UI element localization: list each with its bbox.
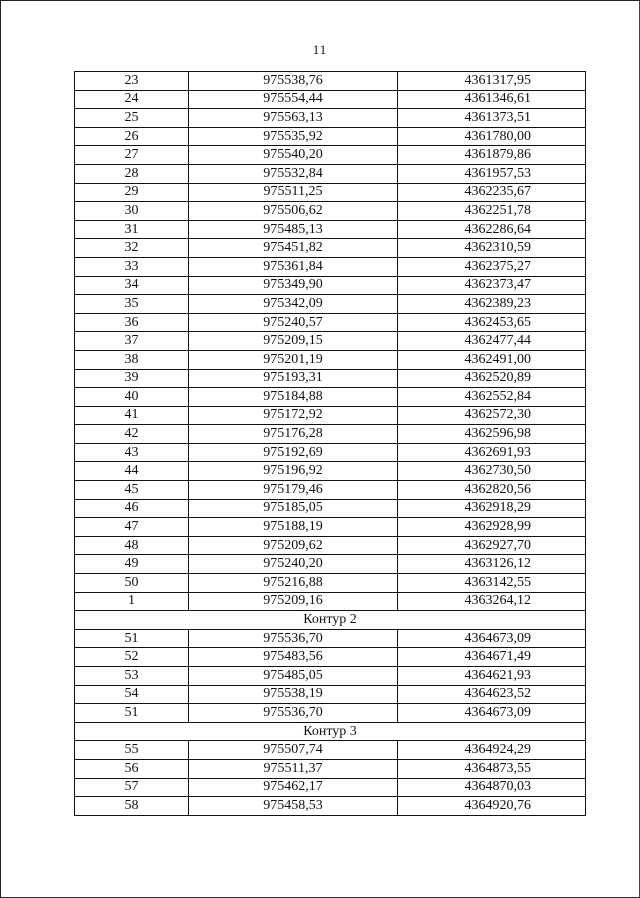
coordinate-x: 975185,05	[189, 499, 398, 518]
contour-2-rows	[75, 629, 586, 722]
coordinate-y: 4362477,44	[398, 332, 586, 351]
coordinate-x: 975361,84	[189, 257, 398, 276]
coordinate-y: 4362820,56	[398, 481, 586, 500]
coordinate-y: 4364623,52	[398, 685, 586, 704]
coordinate-x: 975554,44	[189, 90, 398, 109]
point-number: 28	[75, 164, 189, 183]
point-number: 23	[75, 72, 189, 91]
table-row	[75, 313, 586, 332]
point-number: 36	[75, 313, 189, 332]
point-number: 56	[75, 759, 189, 778]
table-row	[75, 685, 586, 704]
point-number: 40	[75, 388, 189, 407]
coordinate-x: 975538,76	[189, 72, 398, 91]
point-number: 42	[75, 425, 189, 444]
coordinate-y: 4363142,55	[398, 574, 586, 593]
point-number: 33	[75, 257, 189, 276]
coordinate-y: 4362235,67	[398, 183, 586, 202]
coordinate-x: 975216,88	[189, 574, 398, 593]
coordinate-x: 975179,46	[189, 481, 398, 500]
coordinate-x: 975188,19	[189, 518, 398, 537]
coordinate-x: 975458,53	[189, 797, 398, 816]
coordinates-table	[74, 71, 586, 816]
coordinate-y: 4362375,27	[398, 257, 586, 276]
table-row	[75, 72, 586, 91]
coordinate-y: 4362491,00	[398, 350, 586, 369]
coordinate-y: 4361957,53	[398, 164, 586, 183]
table-row	[75, 164, 586, 183]
coordinate-y: 4362552,84	[398, 388, 586, 407]
table-row	[75, 127, 586, 146]
table-row	[75, 425, 586, 444]
contour-1-rows	[75, 72, 586, 611]
coordinate-x: 975536,70	[189, 629, 398, 648]
table-row	[75, 555, 586, 574]
coordinate-x: 975240,57	[189, 313, 398, 332]
coordinate-y: 4362691,93	[398, 443, 586, 462]
coordinate-x: 975240,20	[189, 555, 398, 574]
table-row	[75, 778, 586, 797]
section-row	[75, 611, 586, 630]
point-number: 58	[75, 797, 189, 816]
point-number: 43	[75, 443, 189, 462]
coordinate-x: 975176,28	[189, 425, 398, 444]
coordinate-y: 4362373,47	[398, 276, 586, 295]
contour-3-header	[75, 722, 586, 741]
coordinate-x: 975536,70	[189, 704, 398, 723]
table-row	[75, 202, 586, 221]
table-row	[75, 536, 586, 555]
coordinate-x: 975563,13	[189, 109, 398, 128]
coordinate-x: 975196,92	[189, 462, 398, 481]
section-title-contour-3: Контур 3	[75, 722, 586, 741]
table-row	[75, 759, 586, 778]
point-number: 26	[75, 127, 189, 146]
coordinate-x: 975511,25	[189, 183, 398, 202]
coordinate-y: 4364671,49	[398, 648, 586, 667]
point-number: 41	[75, 406, 189, 425]
table-row	[75, 276, 586, 295]
table-row	[75, 574, 586, 593]
point-number: 47	[75, 518, 189, 537]
table-row	[75, 220, 586, 239]
coordinate-y: 4362251,78	[398, 202, 586, 221]
table-row	[75, 90, 586, 109]
point-number: 49	[75, 555, 189, 574]
coordinate-y: 4362310,59	[398, 239, 586, 258]
coordinate-x: 975538,19	[189, 685, 398, 704]
coordinate-y: 4362928,99	[398, 518, 586, 537]
table-row	[75, 146, 586, 165]
coordinate-y: 4362286,64	[398, 220, 586, 239]
table-row	[75, 704, 586, 723]
coordinate-x: 975201,19	[189, 350, 398, 369]
coordinate-x: 975532,84	[189, 164, 398, 183]
page-number: 11	[312, 42, 328, 57]
coordinate-x: 975209,16	[189, 592, 398, 611]
point-number: 57	[75, 778, 189, 797]
table-row	[75, 239, 586, 258]
table-row	[75, 350, 586, 369]
table-row	[75, 369, 586, 388]
coordinate-y: 4364924,29	[398, 741, 586, 760]
table-row	[75, 481, 586, 500]
table-row	[75, 667, 586, 686]
table-row	[75, 406, 586, 425]
contour-3-rows	[75, 741, 586, 815]
point-number: 38	[75, 350, 189, 369]
point-number: 27	[75, 146, 189, 165]
point-number: 31	[75, 220, 189, 239]
point-number: 45	[75, 481, 189, 500]
coordinate-y: 4364873,55	[398, 759, 586, 778]
point-number: 39	[75, 369, 189, 388]
section-row	[75, 722, 586, 741]
table-row	[75, 518, 586, 537]
point-number: 35	[75, 295, 189, 314]
point-number: 25	[75, 109, 189, 128]
coordinate-y: 4362596,98	[398, 425, 586, 444]
point-number: 52	[75, 648, 189, 667]
table-row	[75, 183, 586, 202]
point-number: 55	[75, 741, 189, 760]
coordinate-x: 975193,31	[189, 369, 398, 388]
coordinate-x: 975506,62	[189, 202, 398, 221]
point-number: 44	[75, 462, 189, 481]
coordinate-y: 4364621,93	[398, 667, 586, 686]
coordinate-y: 4361780,00	[398, 127, 586, 146]
coordinate-y: 4362453,65	[398, 313, 586, 332]
coordinate-x: 975485,05	[189, 667, 398, 686]
coordinate-y: 4362918,29	[398, 499, 586, 518]
point-number: 46	[75, 499, 189, 518]
coordinate-y: 4361317,95	[398, 72, 586, 91]
table-row	[75, 797, 586, 816]
point-number: 30	[75, 202, 189, 221]
table-row	[75, 332, 586, 351]
coordinate-x: 975535,92	[189, 127, 398, 146]
point-number: 51	[75, 629, 189, 648]
coordinate-y: 4364870,03	[398, 778, 586, 797]
coordinate-x: 975451,82	[189, 239, 398, 258]
coordinate-x: 975209,15	[189, 332, 398, 351]
contour-2-header	[75, 611, 586, 630]
coordinate-x: 975349,90	[189, 276, 398, 295]
table-row	[75, 629, 586, 648]
point-number: 54	[75, 685, 189, 704]
point-number: 50	[75, 574, 189, 593]
coordinate-y: 4362389,23	[398, 295, 586, 314]
coordinate-x: 975192,69	[189, 443, 398, 462]
coordinate-x: 975172,92	[189, 406, 398, 425]
coordinate-x: 975483,56	[189, 648, 398, 667]
table-row	[75, 741, 586, 760]
coordinate-x: 975540,20	[189, 146, 398, 165]
point-number: 53	[75, 667, 189, 686]
point-number: 32	[75, 239, 189, 258]
coordinate-x: 975342,09	[189, 295, 398, 314]
coordinate-y: 4363126,12	[398, 555, 586, 574]
table-row	[75, 295, 586, 314]
table-row	[75, 499, 586, 518]
coordinate-x: 975485,13	[189, 220, 398, 239]
coordinate-y: 4364920,76	[398, 797, 586, 816]
point-number: 34	[75, 276, 189, 295]
coordinate-x: 975511,37	[189, 759, 398, 778]
coordinate-x: 975184,88	[189, 388, 398, 407]
coordinate-y: 4362730,50	[398, 462, 586, 481]
coordinate-y: 4361373,51	[398, 109, 586, 128]
point-number: 29	[75, 183, 189, 202]
coordinate-y: 4361879,86	[398, 146, 586, 165]
table-row	[75, 443, 586, 462]
coordinate-y: 4361346,61	[398, 90, 586, 109]
section-title-contour-2: Контур 2	[75, 611, 586, 630]
coordinate-y: 4362572,30	[398, 406, 586, 425]
point-number: 1	[75, 592, 189, 611]
table-row	[75, 592, 586, 611]
coordinate-x: 975209,62	[189, 536, 398, 555]
coordinate-y: 4364673,09	[398, 704, 586, 723]
coordinate-x: 975507,74	[189, 741, 398, 760]
table-row	[75, 109, 586, 128]
coordinate-x: 975462,17	[189, 778, 398, 797]
point-number: 24	[75, 90, 189, 109]
coordinate-y: 4363264,12	[398, 592, 586, 611]
point-number: 37	[75, 332, 189, 351]
coordinate-y: 4364673,09	[398, 629, 586, 648]
point-number: 51	[75, 704, 189, 723]
table-row	[75, 257, 586, 276]
table-row	[75, 388, 586, 407]
point-number: 48	[75, 536, 189, 555]
coordinate-y: 4362927,70	[398, 536, 586, 555]
table-row	[75, 462, 586, 481]
table-row	[75, 648, 586, 667]
coordinate-y: 4362520,89	[398, 369, 586, 388]
